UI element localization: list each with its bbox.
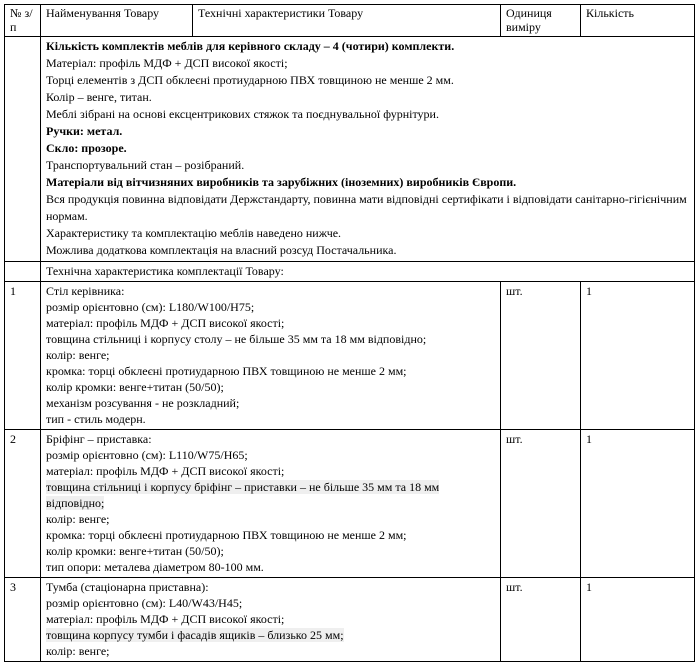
column-header-name: Найменування Товару	[41, 5, 193, 37]
spec-line: кромка: торці обклеєні протиударною ПВХ товщиною не менше 2 мм;	[46, 528, 407, 542]
item-description-cell	[41, 430, 501, 578]
specification-table	[4, 4, 695, 662]
empty-cell	[5, 262, 41, 282]
spec-line: Меблі зібрані на основі ексцентрикових стяжок та поєднувальної фурнітури.	[46, 107, 439, 121]
spec-line: Транспортувальний стан – розібраний.	[46, 158, 245, 172]
column-header-unit: Одиниця виміру	[501, 5, 581, 37]
spec-line: колір: венге;	[46, 644, 110, 658]
spec-line: матеріал: профіль МДФ + ДСП високої якості;	[46, 464, 285, 478]
item-row	[5, 282, 695, 430]
spec-line: Торці елементів з ДСП обклеєні протиударною ПВХ товщиною не менше 2 мм.	[46, 73, 454, 87]
spec-line: кромка: торці обклеєні протиударною ПВХ товщиною не менше 2 мм;	[46, 364, 407, 378]
header-row	[5, 5, 695, 37]
spec-line: колір кромки: венге+титан (50/50);	[46, 380, 224, 394]
spec-line: Можлива додаткова комплектація на власний розсуд Постачальника.	[46, 243, 397, 257]
item-unit-cell: шт.	[501, 430, 581, 578]
intro-row	[5, 37, 695, 262]
spec-line: Матеріали від вітчизняних виробників та зарубіжних (іноземних) виробників Європи.	[46, 175, 517, 189]
item-unit-cell: шт.	[501, 282, 581, 430]
spec-line: Стіл керівника:	[46, 284, 125, 298]
spec-line: матеріал: профіль МДФ + ДСП високої якості;	[46, 612, 285, 626]
spec-line: Тумба (стаціонарна приставна):	[46, 580, 209, 594]
spec-line: Бріфінг – приставка:	[46, 432, 152, 446]
item-row	[5, 578, 695, 662]
spec-line: Вся продукція повинна відповідати Держстандарту, повинна мати відповідні сертифікати і відповідати санітарно-гігієнічним нормам.	[46, 192, 687, 223]
spec-line: колір: венге;	[46, 348, 110, 362]
spec-line: Характеристику та комплектацію меблів наведено нижче.	[46, 226, 342, 240]
spec-line: тип - стиль модерн.	[46, 412, 146, 426]
column-header-specs: Технічні характеристики Товару	[193, 5, 501, 37]
spec-line	[46, 479, 495, 511]
spec-line: колір кромки: венге+титан (50/50);	[46, 544, 224, 558]
highlighted-text: товщина корпусу тумби і фасадів ящиків – близько 25 мм;	[46, 628, 344, 642]
spec-line: матеріал: профіль МДФ + ДСП високої якості;	[46, 316, 285, 330]
spec-line: розмір орієнтовно (см): L110/W75/H65;	[46, 448, 248, 462]
section-title-cell: Технічна характеристика комплектації Товару:	[41, 262, 695, 282]
spec-line: товщина стільниці і корпусу столу – не більше 35 мм та 18 мм відповідно;	[46, 332, 427, 346]
item-qty-cell: 1	[581, 578, 695, 662]
highlighted-text: товщина стільниці і корпусу бріфінг – приставки – не більше 35 мм та 18 мм відповідно;	[46, 480, 440, 510]
item-qty-cell: 1	[581, 430, 695, 578]
spec-line: Матеріал: профіль МДФ + ДСП високої якості;	[46, 56, 288, 70]
spec-line: механізм розсування - не розкладний;	[46, 396, 240, 410]
spec-line: Кількість комплектів меблів для керівного складу – 4 (чотири) комплекти.	[46, 39, 455, 53]
intro-cell	[41, 37, 695, 262]
spec-line: тип опори: металева діаметром 80-100 мм.	[46, 560, 264, 574]
item-row	[5, 430, 695, 578]
item-unit-cell: шт.	[501, 578, 581, 662]
item-number-cell: 1	[5, 282, 41, 430]
item-number-cell: 3	[5, 578, 41, 662]
item-number-cell: 2	[5, 430, 41, 578]
spec-line: Ручки: метал.	[46, 124, 123, 138]
spec-line: колір: венге;	[46, 512, 110, 526]
item-description-cell	[41, 282, 501, 430]
spec-line: Колір – венге, титан.	[46, 90, 152, 104]
spec-line: розмір орієнтовно (см): L40/W43/H45;	[46, 596, 243, 610]
section-row	[5, 262, 695, 282]
spec-line: розмір орієнтовно (см): L180/W100/H75;	[46, 300, 255, 314]
item-qty-cell: 1	[581, 282, 695, 430]
column-header-qty: Кількість	[581, 5, 695, 37]
spec-line: Скло: прозоре.	[46, 141, 127, 155]
column-header-num: № з/п	[5, 5, 41, 37]
empty-cell	[5, 37, 41, 262]
item-description-cell	[41, 578, 501, 662]
spec-line	[46, 627, 495, 643]
